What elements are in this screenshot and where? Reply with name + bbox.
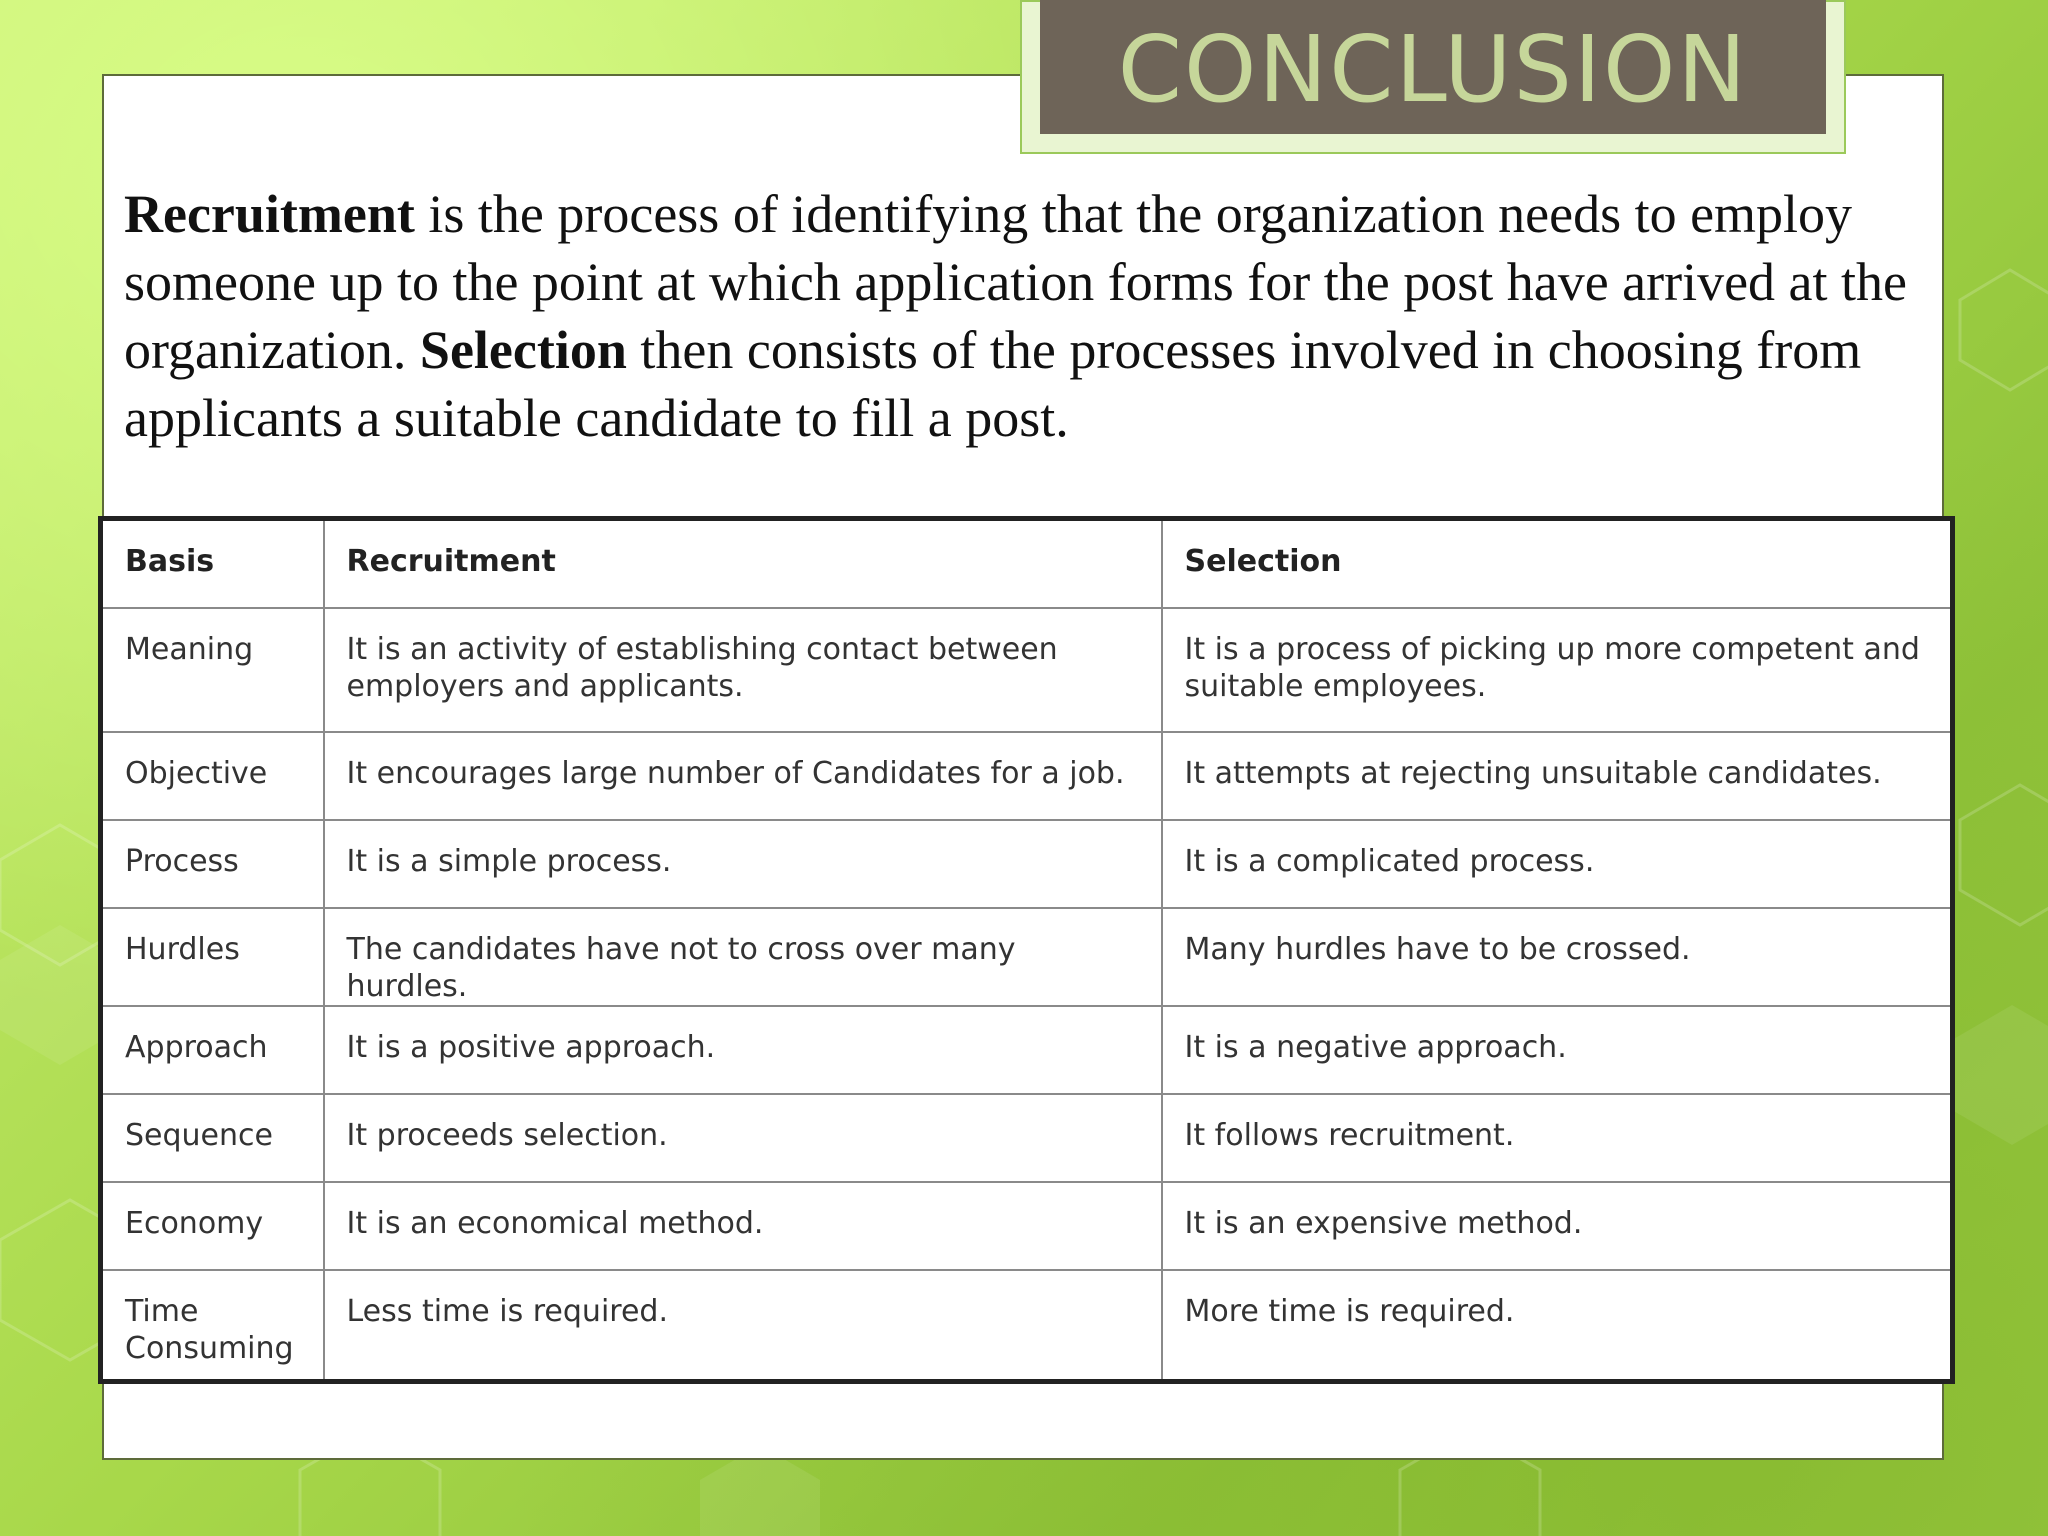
table-row xyxy=(101,908,1953,1006)
table-row xyxy=(101,608,1953,732)
intro-paragraph xyxy=(124,180,1924,452)
row-basis: Time Consuming xyxy=(101,1270,324,1382)
row-selection: It follows recruitment. xyxy=(1162,1094,1953,1182)
row-selection: It is a process of picking up more competent and suitable employees. xyxy=(1162,608,1953,732)
row-basis: Objective xyxy=(101,732,324,820)
row-recruitment: It is a positive approach. xyxy=(324,1006,1162,1094)
header-selection: Selection xyxy=(1162,519,1953,608)
header-basis: Basis xyxy=(101,519,324,608)
intro-term-recruitment: Recruitment xyxy=(124,184,415,244)
row-selection: It is a complicated process. xyxy=(1162,820,1953,908)
table-row xyxy=(101,1182,1953,1270)
table-row xyxy=(101,1006,1953,1094)
row-selection: It is an expensive method. xyxy=(1162,1182,1953,1270)
table-row xyxy=(101,1094,1953,1182)
intro-text-1: is the process of identifying that the organization needs to employ someone up to the point at which application forms for the post have arrived at the organization. xyxy=(124,184,1908,380)
row-basis: Approach xyxy=(101,1006,324,1094)
row-recruitment: It encourages large number of Candidates for a job. xyxy=(324,732,1162,820)
row-recruitment: It proceeds selection. xyxy=(324,1094,1162,1182)
table-row xyxy=(101,1270,1953,1382)
row-selection: It is a negative approach. xyxy=(1162,1006,1953,1094)
row-recruitment: The candidates have not to cross over many hurdles. xyxy=(324,908,1162,1006)
row-basis: Sequence xyxy=(101,1094,324,1182)
row-selection: Many hurdles have to be crossed. xyxy=(1162,908,1953,1006)
title-banner xyxy=(1040,0,1826,134)
row-selection: More time is required. xyxy=(1162,1270,1953,1382)
row-recruitment: It is a simple process. xyxy=(324,820,1162,908)
row-basis: Meaning xyxy=(101,608,324,732)
table-row xyxy=(101,732,1953,820)
row-recruitment: It is an activity of establishing contact between employers and applicants. xyxy=(324,608,1162,732)
table-row xyxy=(101,820,1953,908)
row-basis: Process xyxy=(101,820,324,908)
table-header-row xyxy=(101,519,1953,608)
row-basis: Hurdles xyxy=(101,908,324,1006)
header-recruitment: Recruitment xyxy=(324,519,1162,608)
row-selection: It attempts at rejecting unsuitable candidates. xyxy=(1162,732,1953,820)
comparison-table xyxy=(98,516,1955,1384)
intro-text-2: then consists of the processes involved in choosing from applicants a suitable candidate to fill a post. xyxy=(124,320,1862,448)
row-recruitment: Less time is required. xyxy=(324,1270,1162,1382)
row-basis: Economy xyxy=(101,1182,324,1270)
row-recruitment: It is an economical method. xyxy=(324,1182,1162,1270)
intro-term-selection: Selection xyxy=(419,320,627,380)
slide-title: CONCLUSION xyxy=(1117,16,1749,123)
